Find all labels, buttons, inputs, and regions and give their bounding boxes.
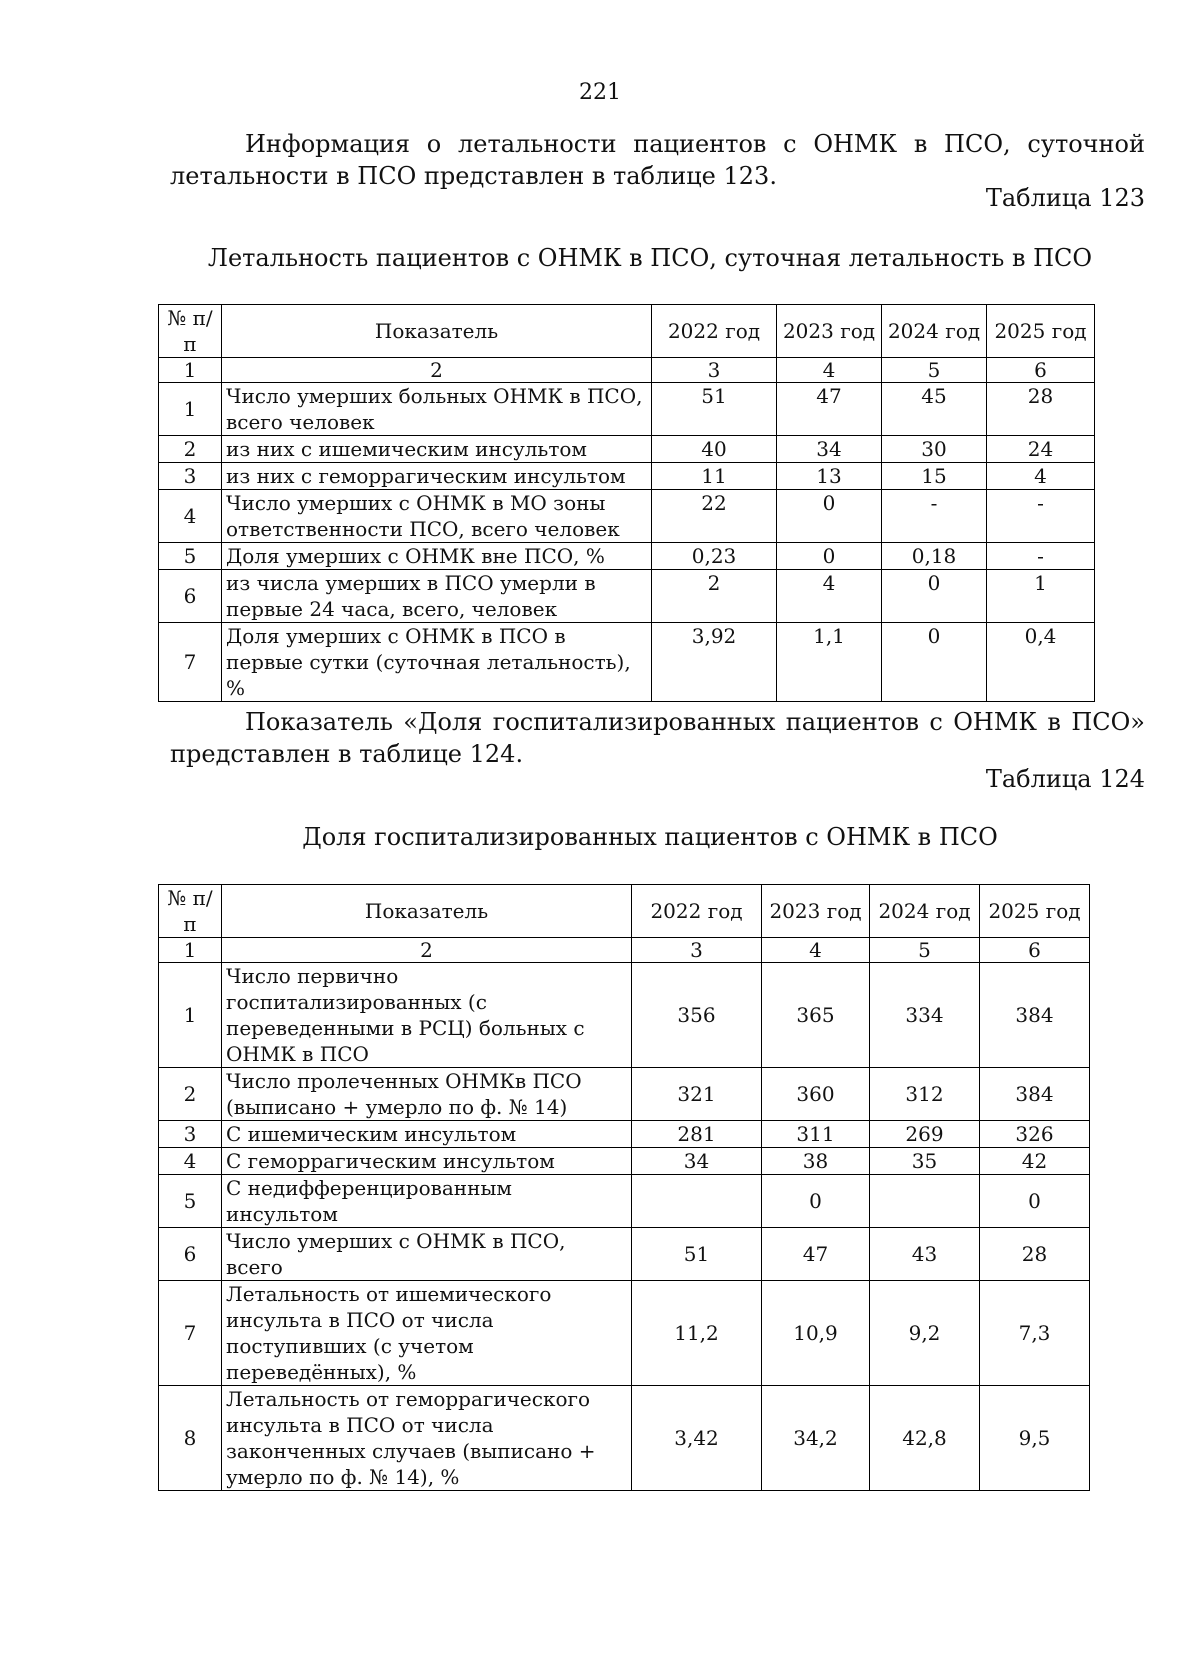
table-124	[158, 884, 1090, 1491]
intro-123-line2: летальности в ПСО представлен в таблице 123.	[170, 162, 777, 190]
value-cell: 0,18	[882, 543, 987, 570]
row-number-cell: 2	[159, 1068, 222, 1121]
row-number-cell: 6	[159, 1228, 222, 1281]
table-124-title: Доля госпитализированных пациентов с ОНМК в ПСО	[302, 823, 998, 851]
value-cell: 7,3	[980, 1281, 1090, 1386]
intro-124-line1: Показатель «Доля госпитализированных пациентов с ОНМК в ПСО»	[245, 708, 1145, 736]
value-cell: 269	[870, 1121, 980, 1148]
column-number-cell: 3	[652, 358, 777, 383]
value-cell	[870, 1175, 980, 1228]
value-cell: 1,1	[777, 623, 882, 702]
row-number-cell: 3	[159, 1121, 222, 1148]
intro-124-line2: представлен в таблице 124.	[170, 740, 524, 768]
column-number-cell: 3	[632, 938, 762, 963]
table-row	[159, 570, 1095, 623]
column-number-row	[159, 938, 1090, 963]
value-cell: 47	[777, 383, 882, 436]
indicator-cell: Доля умерших с ОНМК вне ПСО, %	[222, 543, 652, 570]
column-number-cell: 5	[882, 358, 987, 383]
column-number-cell: 2	[222, 358, 652, 383]
header-num: № п/п	[159, 885, 222, 938]
value-cell: 0	[777, 490, 882, 543]
column-number-cell: 1	[159, 358, 222, 383]
indicator-cell: Летальность от геморрагического инсульта в ПСО от числа законченных случаев (выписано + умерло по ф. № 14), %	[222, 1386, 632, 1491]
column-number-cell: 1	[159, 938, 222, 963]
value-cell: 34,2	[762, 1386, 870, 1491]
table-row	[159, 1386, 1090, 1491]
row-number-cell: 4	[159, 1148, 222, 1175]
value-cell: 51	[632, 1228, 762, 1281]
value-cell: 1	[987, 570, 1095, 623]
table-row	[159, 436, 1095, 463]
intro-123-line1: Информация о летальности пациентов с ОНМК в ПСО, суточной	[245, 130, 1145, 158]
value-cell: 11,2	[632, 1281, 762, 1386]
value-cell: 9,2	[870, 1281, 980, 1386]
column-number-cell: 6	[987, 358, 1095, 383]
row-number-cell: 1	[159, 383, 222, 436]
indicator-cell: Число пролеченных ОНМКв ПСО (выписано + умерло по ф. № 14)	[222, 1068, 632, 1121]
indicator-cell: из них с ишемическим инсультом	[222, 436, 652, 463]
table-row	[159, 1175, 1090, 1228]
indicator-cell: Летальность от ишемического инсульта в ПСО от числа поступивших (с учетом переведённых), %	[222, 1281, 632, 1386]
indicator-cell: С ишемическим инсультом	[222, 1121, 632, 1148]
column-number-cell: 6	[980, 938, 1090, 963]
value-cell: 47	[762, 1228, 870, 1281]
indicator-cell: Число умерших с ОНМК в МО зоны ответственности ПСО, всего человек	[222, 490, 652, 543]
table-row	[159, 1281, 1090, 1386]
intro-paragraph-124	[170, 706, 1145, 770]
indicator-cell: из них с геморрагическим инсультом	[222, 463, 652, 490]
value-cell: 4	[987, 463, 1095, 490]
value-cell: 384	[980, 1068, 1090, 1121]
value-cell: 28	[980, 1228, 1090, 1281]
intro-paragraph-123	[170, 128, 1145, 192]
table-123-title: Летальность пациентов с ОНМК в ПСО, суточная летальность в ПСО	[207, 244, 1093, 272]
value-cell: 22	[652, 490, 777, 543]
indicator-cell: Число первично госпитализированных (с переведенными в РСЦ) больных с ОНМК в ПСО	[222, 963, 632, 1068]
table-row	[159, 1121, 1090, 1148]
table-row	[159, 543, 1095, 570]
header-indicator: Показатель	[222, 885, 632, 938]
value-cell: 281	[632, 1121, 762, 1148]
header-year: 2023 год	[762, 885, 870, 938]
row-number-cell: 3	[159, 463, 222, 490]
value-cell: 0,4	[987, 623, 1095, 702]
value-cell: 0,23	[652, 543, 777, 570]
value-cell: 30	[882, 436, 987, 463]
value-cell: 9,5	[980, 1386, 1090, 1491]
value-cell: 0	[980, 1175, 1090, 1228]
value-cell: 38	[762, 1148, 870, 1175]
value-cell: 311	[762, 1121, 870, 1148]
value-cell: 312	[870, 1068, 980, 1121]
value-cell: 360	[762, 1068, 870, 1121]
table-row	[159, 383, 1095, 436]
value-cell: 326	[980, 1121, 1090, 1148]
value-cell: 334	[870, 963, 980, 1068]
row-number-cell: 1	[159, 963, 222, 1068]
header-year: 2025 год	[980, 885, 1090, 938]
table-row	[159, 463, 1095, 490]
value-cell: 0	[762, 1175, 870, 1228]
value-cell: 0	[882, 623, 987, 702]
column-number-cell: 4	[762, 938, 870, 963]
column-number-cell: 5	[870, 938, 980, 963]
indicator-cell: Доля умерших с ОНМК в ПСО в первые сутки (суточная летальность), %	[222, 623, 652, 702]
table-124-label: Таблица 124	[985, 765, 1145, 793]
value-cell: 34	[777, 436, 882, 463]
indicator-cell: Число умерших больных ОНМК в ПСО, всего человек	[222, 383, 652, 436]
page-number: 221	[579, 80, 621, 105]
value-cell: 384	[980, 963, 1090, 1068]
value-cell: 43	[870, 1228, 980, 1281]
indicator-cell: из числа умерших в ПСО умерли в первые 24 часа, всего, человек	[222, 570, 652, 623]
table-row	[159, 963, 1090, 1068]
value-cell: 35	[870, 1148, 980, 1175]
table-row	[159, 1228, 1090, 1281]
value-cell: 356	[632, 963, 762, 1068]
value-cell: 4	[777, 570, 882, 623]
indicator-cell: Число умерших с ОНМК в ПСО, всего	[222, 1228, 632, 1281]
row-number-cell: 7	[159, 623, 222, 702]
table-row	[159, 1148, 1090, 1175]
value-cell: -	[987, 543, 1095, 570]
header-indicator: Показатель	[222, 305, 652, 358]
value-cell: 10,9	[762, 1281, 870, 1386]
value-cell: 42	[980, 1148, 1090, 1175]
row-number-cell: 7	[159, 1281, 222, 1386]
table-123-label: Таблица 123	[985, 184, 1145, 212]
value-cell: 3,92	[652, 623, 777, 702]
column-number-cell: 2	[222, 938, 632, 963]
header-year: 2024 год	[870, 885, 980, 938]
header-year: 2022 год	[632, 885, 762, 938]
value-cell: 40	[652, 436, 777, 463]
header-year: 2024 год	[882, 305, 987, 358]
column-number-cell: 4	[777, 358, 882, 383]
value-cell: 34	[632, 1148, 762, 1175]
row-number-cell: 6	[159, 570, 222, 623]
header-year: 2022 год	[652, 305, 777, 358]
value-cell: 24	[987, 436, 1095, 463]
value-cell: 42,8	[870, 1386, 980, 1491]
value-cell: 15	[882, 463, 987, 490]
value-cell: -	[882, 490, 987, 543]
header-num: № п/п	[159, 305, 222, 358]
indicator-cell: С геморрагическим инсультом	[222, 1148, 632, 1175]
value-cell: 28	[987, 383, 1095, 436]
value-cell: 365	[762, 963, 870, 1068]
value-cell: -	[987, 490, 1095, 543]
value-cell: 13	[777, 463, 882, 490]
table-123	[158, 304, 1095, 702]
value-cell: 51	[652, 383, 777, 436]
row-number-cell: 2	[159, 436, 222, 463]
table-row	[159, 1068, 1090, 1121]
column-number-row	[159, 358, 1095, 383]
value-cell: 0	[777, 543, 882, 570]
value-cell: 321	[632, 1068, 762, 1121]
value-cell: 2	[652, 570, 777, 623]
value-cell	[632, 1175, 762, 1228]
table-row	[159, 623, 1095, 702]
header-year: 2023 год	[777, 305, 882, 358]
value-cell: 45	[882, 383, 987, 436]
indicator-cell: С недифференцированным инсультом	[222, 1175, 632, 1228]
row-number-cell: 4	[159, 490, 222, 543]
value-cell: 0	[882, 570, 987, 623]
row-number-cell: 5	[159, 543, 222, 570]
row-number-cell: 5	[159, 1175, 222, 1228]
row-number-cell: 8	[159, 1386, 222, 1491]
value-cell: 11	[652, 463, 777, 490]
header-year: 2025 год	[987, 305, 1095, 358]
table-row	[159, 490, 1095, 543]
value-cell: 3,42	[632, 1386, 762, 1491]
